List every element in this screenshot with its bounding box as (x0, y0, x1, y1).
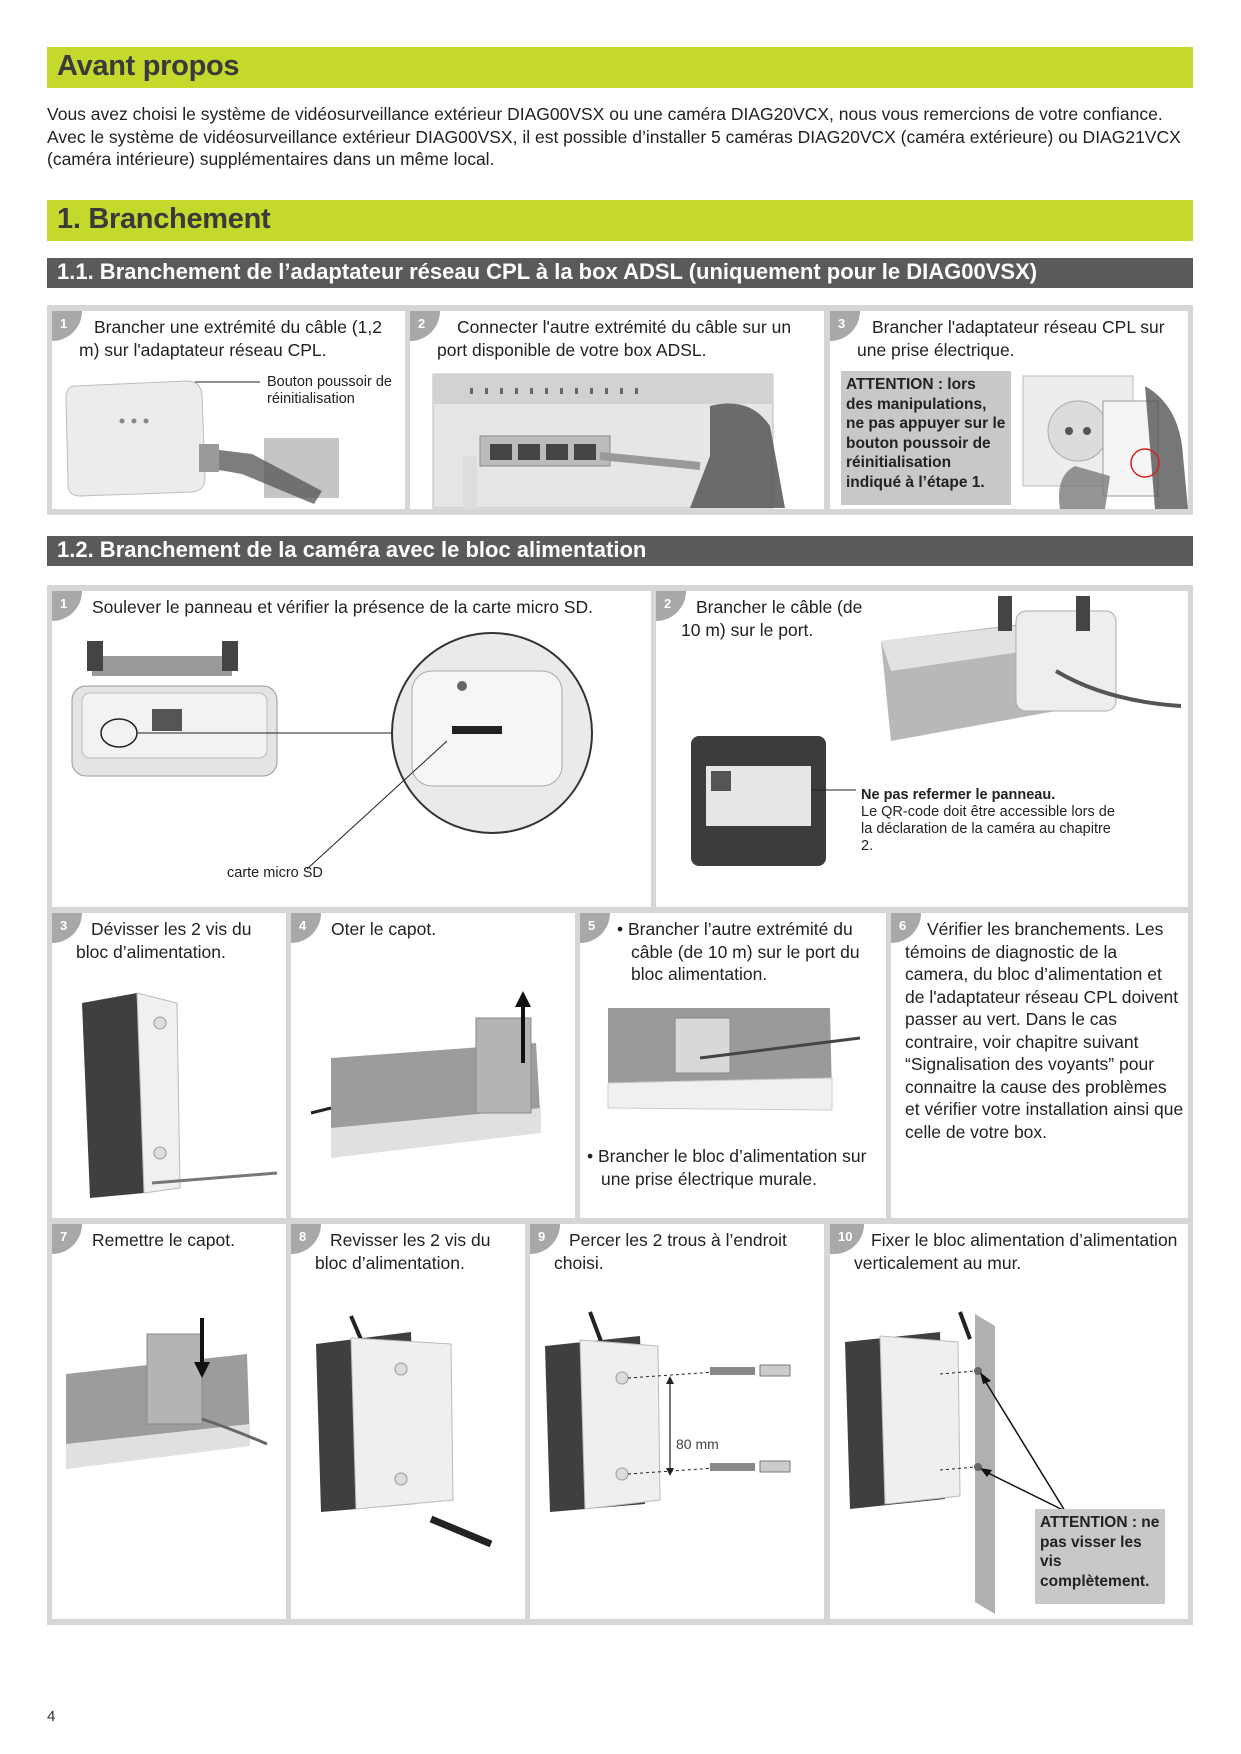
step-text: Brancher le câble (de 10 m) sur le port. (681, 597, 863, 640)
note-title: Ne pas refermer le panneau. (861, 787, 1056, 803)
step-number: 3 (52, 913, 82, 943)
step-number: 8 (291, 1224, 321, 1254)
section-header-avant-propos (47, 47, 1193, 88)
power-block-screw-illustration (291, 1304, 525, 1619)
section-title: Avant propos (57, 50, 240, 82)
step-text: Remettre le capot. (92, 1230, 235, 1250)
step-1-2-4 (291, 913, 575, 1218)
subsection-title: 1.1. Branchement de l’adaptateur réseau CPL à la box ADSL (uniquement pour le DIAG00VSX) (57, 259, 1038, 284)
attention-box: ATTENTION : ne pas visser les vis complètement. (1035, 1509, 1165, 1604)
section-header-branchement (47, 200, 1193, 241)
step-number: 10 (830, 1224, 864, 1254)
step-1-1-2 (410, 311, 824, 509)
section-title: 1. Branchement (57, 203, 271, 235)
step-text: Percer les 2 trous à l’endroit choisi. (554, 1230, 787, 1273)
subsection-header-1-2 (47, 536, 1193, 566)
step-1-2-1 (52, 591, 651, 907)
attention-box: ATTENTION : lors des manipulations, ne pas appuyer sur le bouton poussoir de réinitialisation indiqué à l’étape 1. (841, 371, 1011, 505)
step-number: 5 (580, 913, 610, 943)
step-number: 7 (52, 1224, 82, 1254)
adsl-box-illustration (410, 366, 824, 509)
power-block-cable-illustration (580, 998, 886, 1138)
intro-paragraph: Vous avez choisi le système de vidéosurveillance extérieur DIAG00VSX ou une caméra DIAG20VCX, nous vous remercions de votre confiance. Avec le système de vidéosurveillance extérieur DIAG00VSX, il est possible d’installer 5 caméras DIAG20VCX (caméra extérieure) ou DIAG21VCX (caméra intérieure) supplémentaires dans un même local. (47, 104, 1181, 169)
step-text: Connecter l'autre extrémité du câble sur un port disponible de votre box ADSL. (437, 317, 792, 360)
step-number: 3 (830, 311, 860, 341)
step-number: 2 (656, 591, 686, 621)
step-text: Revisser les 2 vis du bloc d’alimentation. (315, 1230, 491, 1273)
subsection-header-1-1 (47, 258, 1193, 288)
step-text: Brancher une extrémité du câble (1,2 m) sur l'adaptateur réseau CPL. (79, 317, 382, 360)
step-text: Dévisser les 2 vis du bloc d’alimentation. (76, 919, 252, 962)
step-1-1-3 (830, 311, 1188, 509)
step-number: 4 (291, 913, 321, 943)
drill-holes-illustration (530, 1304, 824, 1619)
step-1-2-2 (656, 591, 1188, 907)
step-1-2-6 (891, 913, 1188, 1218)
step-bullet-1: • Brancher l’autre extrémité du câble (de 10 m) sur le port du bloc alimentation. (617, 919, 860, 984)
micro-sd-callout: carte micro SD (227, 865, 323, 881)
reset-button-callout: Bouton poussoir de réinitialisation (267, 374, 392, 407)
step-text: Soulever le panneau et vérifier la présence de la carte micro SD. (92, 597, 593, 617)
step-1-2-7 (52, 1224, 286, 1619)
remove-cover-illustration (291, 983, 575, 1218)
step-1-2-5 (580, 913, 886, 1218)
dimension-label: 80 mm (676, 1436, 719, 1452)
step-text: Brancher l'adaptateur réseau CPL sur une prise électrique. (857, 317, 1165, 360)
step-number: 1 (52, 311, 82, 341)
cpl-adapter-illustration (52, 366, 405, 509)
step-text: Vérifier les branchements. Les témoins de diagnostic de la camera, du bloc d’alimentation et de l'adaptateur réseau CPL doivent passer au vert. Dans le cas contraire, voir chapitre suivant “Signalisation des voyants” pour connaitre la cause des problèmes et vérifier votre installation ainsi que celle de votre box. (905, 919, 1184, 1142)
note-text: Le QR-code doit être accessible lors de la déclaration de la caméra au chapitre 2. (861, 804, 1115, 854)
page-number: 4 (47, 1708, 56, 1725)
step-1-2-3 (52, 913, 286, 1218)
step-number: 1 (52, 591, 82, 621)
camera-sd-illustration (52, 631, 651, 907)
step-1-1-1 (52, 311, 405, 509)
step-text: Oter le capot. (331, 919, 437, 939)
step-number: 6 (891, 913, 921, 943)
camera-cable-illustration (656, 591, 1188, 907)
step-1-2-10 (830, 1224, 1188, 1619)
subsection-title: 1.2. Branchement de la caméra avec le bloc alimentation (57, 537, 647, 562)
replace-cover-illustration (52, 1304, 286, 1619)
step-1-2-8 (291, 1224, 525, 1619)
step-number: 9 (530, 1224, 560, 1254)
wall-socket-illustration (1015, 366, 1188, 509)
step-text: Fixer le bloc alimentation d’alimentation verticalement au mur. (854, 1230, 1178, 1273)
step-number: 2 (410, 311, 440, 341)
step-bullet-2: • Brancher le bloc d’alimentation sur une prise électrique murale. (587, 1146, 867, 1189)
step-1-2-9 (530, 1224, 824, 1619)
power-block-unscrew-illustration (52, 983, 286, 1218)
